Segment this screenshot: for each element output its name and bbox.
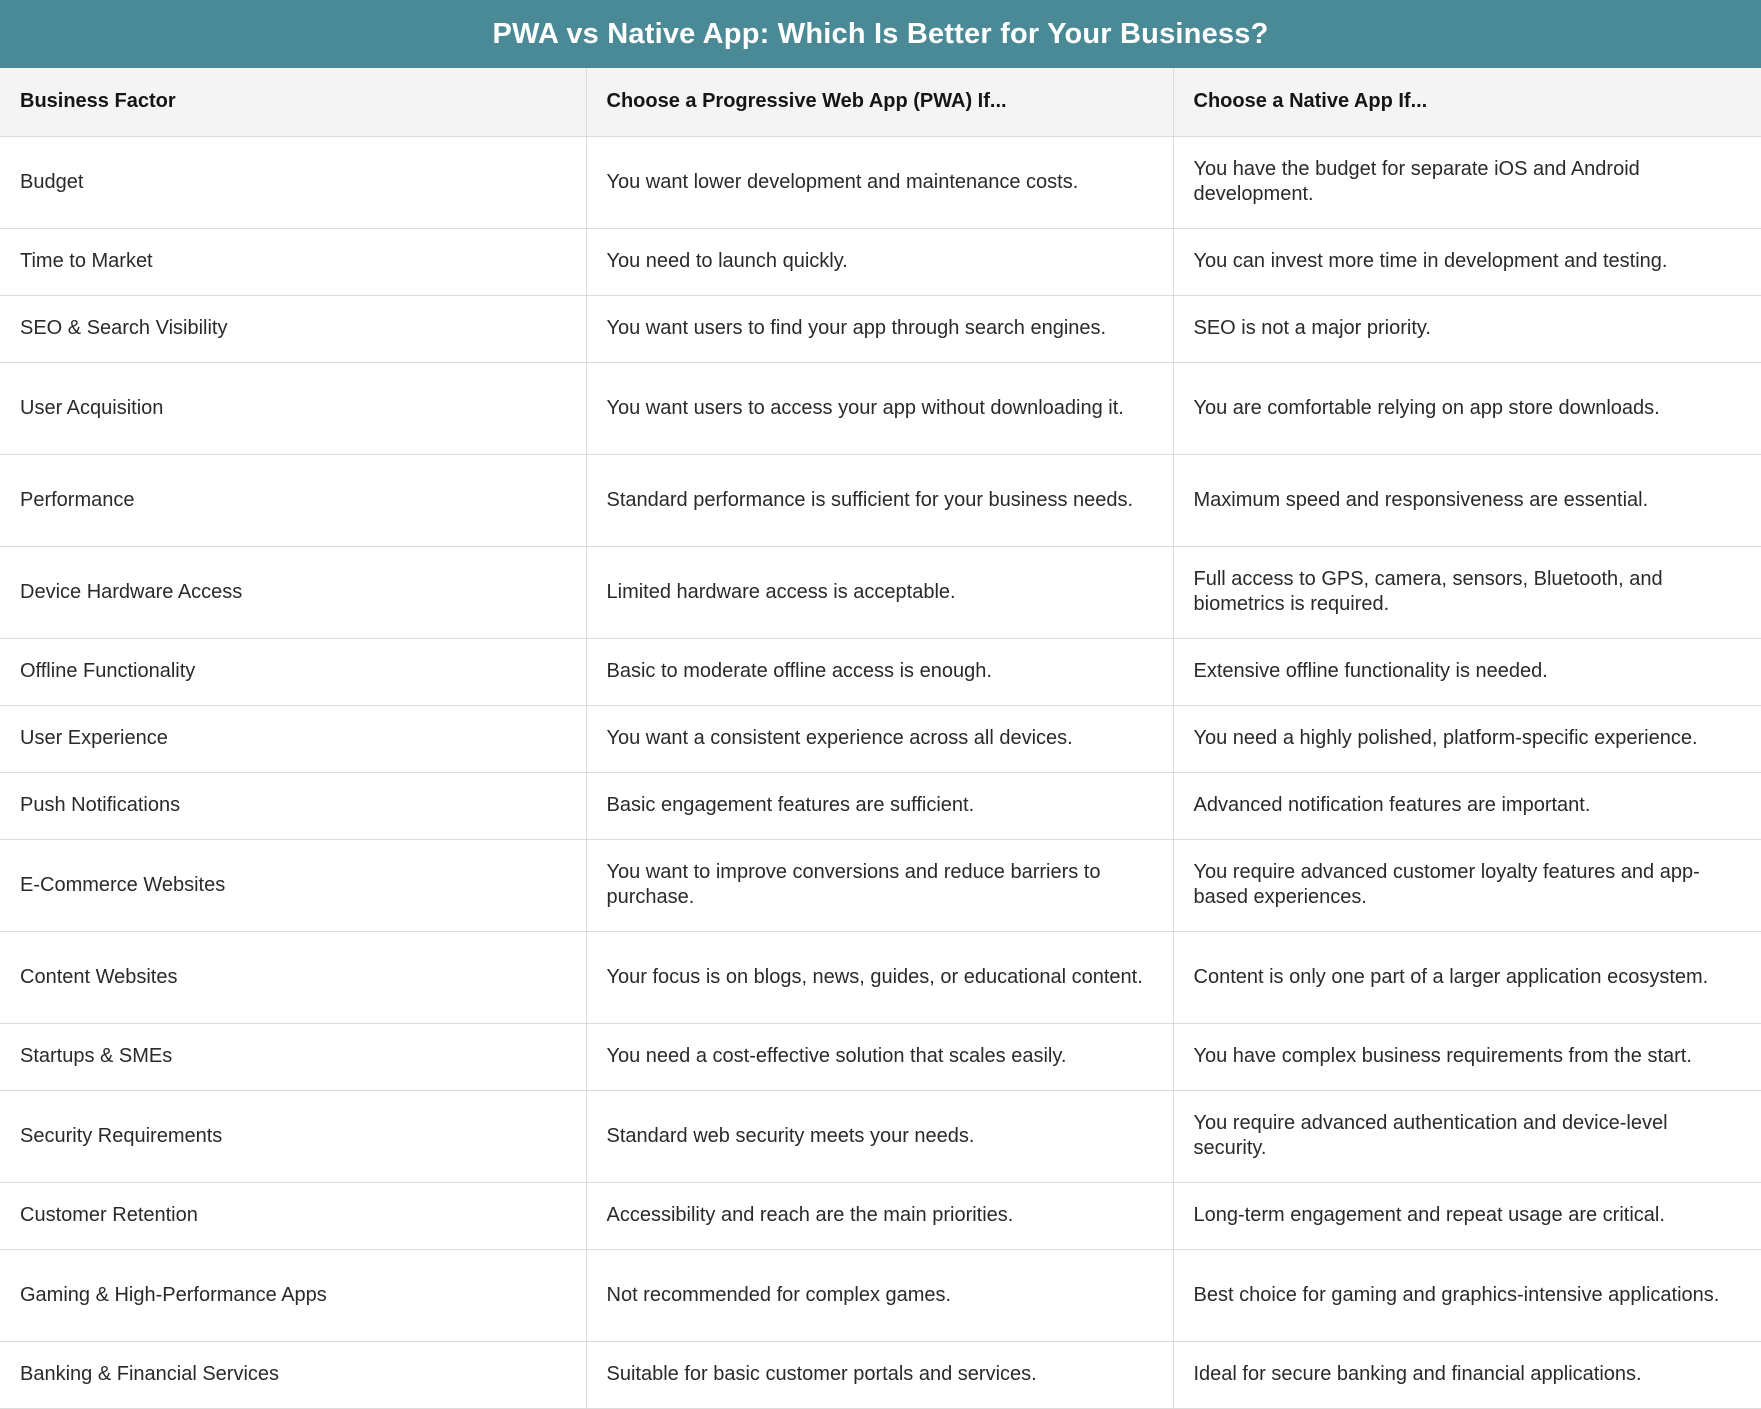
native-cell: Extensive offline functionality is needed. bbox=[1173, 638, 1761, 705]
factor-cell: Gaming & High-Performance Apps bbox=[0, 1249, 586, 1341]
table-row bbox=[0, 295, 1761, 362]
pwa-cell: Basic engagement features are sufficient. bbox=[586, 772, 1173, 839]
pwa-cell: You want lower development and maintenance costs. bbox=[586, 136, 1173, 228]
native-cell: Full access to GPS, camera, sensors, Bluetooth, and biometrics is required. bbox=[1173, 546, 1761, 638]
native-cell: You are comfortable relying on app store downloads. bbox=[1173, 362, 1761, 454]
pwa-cell: Basic to moderate offline access is enough. bbox=[586, 638, 1173, 705]
native-cell: You require advanced customer loyalty features and app-based experiences. bbox=[1173, 839, 1761, 931]
pwa-cell: You want a consistent experience across all devices. bbox=[586, 705, 1173, 772]
table-row bbox=[0, 772, 1761, 839]
factor-cell: Push Notifications bbox=[0, 772, 586, 839]
native-cell: You have complex business requirements from the start. bbox=[1173, 1023, 1761, 1090]
factor-cell: Content Websites bbox=[0, 931, 586, 1023]
factor-cell: Device Hardware Access bbox=[0, 546, 586, 638]
table-row bbox=[0, 1249, 1761, 1341]
native-cell: You can invest more time in development and testing. bbox=[1173, 228, 1761, 295]
table-row bbox=[0, 705, 1761, 772]
factor-cell: Time to Market bbox=[0, 228, 586, 295]
native-cell: You require advanced authentication and device-level security. bbox=[1173, 1090, 1761, 1182]
pwa-cell: Not recommended for complex games. bbox=[586, 1249, 1173, 1341]
factor-cell: User Acquisition bbox=[0, 362, 586, 454]
table-row bbox=[0, 1341, 1761, 1408]
factor-cell: Customer Retention bbox=[0, 1182, 586, 1249]
pwa-cell: Your focus is on blogs, news, guides, or educational content. bbox=[586, 931, 1173, 1023]
factor-cell: Banking & Financial Services bbox=[0, 1341, 586, 1408]
table-row bbox=[0, 546, 1761, 638]
factor-cell: User Experience bbox=[0, 705, 586, 772]
table-row bbox=[0, 638, 1761, 705]
pwa-cell: Suitable for basic customer portals and services. bbox=[586, 1341, 1173, 1408]
pwa-cell: Accessibility and reach are the main priorities. bbox=[586, 1182, 1173, 1249]
table-row bbox=[0, 839, 1761, 931]
table-row bbox=[0, 1023, 1761, 1090]
header-pwa: Choose a Progressive Web App (PWA) If... bbox=[586, 68, 1173, 136]
native-cell: Long-term engagement and repeat usage are critical. bbox=[1173, 1182, 1761, 1249]
native-cell: Content is only one part of a larger application ecosystem. bbox=[1173, 931, 1761, 1023]
table-row bbox=[0, 228, 1761, 295]
native-cell: Advanced notification features are important. bbox=[1173, 772, 1761, 839]
header-row bbox=[0, 68, 1761, 136]
native-cell: SEO is not a major priority. bbox=[1173, 295, 1761, 362]
pwa-cell: You want users to access your app without downloading it. bbox=[586, 362, 1173, 454]
native-cell: Ideal for secure banking and financial applications. bbox=[1173, 1341, 1761, 1408]
pwa-cell: Standard web security meets your needs. bbox=[586, 1090, 1173, 1182]
native-cell: You have the budget for separate iOS and Android development. bbox=[1173, 136, 1761, 228]
factor-cell: E-Commerce Websites bbox=[0, 839, 586, 931]
header-business-factor: Business Factor bbox=[0, 68, 586, 136]
pwa-cell: You want to improve conversions and reduce barriers to purchase. bbox=[586, 839, 1173, 931]
pwa-cell: Limited hardware access is acceptable. bbox=[586, 546, 1173, 638]
native-cell: Best choice for gaming and graphics-intensive applications. bbox=[1173, 1249, 1761, 1341]
table-row bbox=[0, 931, 1761, 1023]
factor-cell: Startups & SMEs bbox=[0, 1023, 586, 1090]
title-banner bbox=[0, 0, 1761, 68]
table-row bbox=[0, 362, 1761, 454]
table-row bbox=[0, 136, 1761, 228]
pwa-cell: Standard performance is sufficient for your business needs. bbox=[586, 454, 1173, 546]
pwa-cell: You want users to find your app through search engines. bbox=[586, 295, 1173, 362]
factor-cell: SEO & Search Visibility bbox=[0, 295, 586, 362]
header-native: Choose a Native App If... bbox=[1173, 68, 1761, 136]
table-row bbox=[0, 1182, 1761, 1249]
table-row bbox=[0, 1090, 1761, 1182]
factor-cell: Security Requirements bbox=[0, 1090, 586, 1182]
native-cell: You need a highly polished, platform-specific experience. bbox=[1173, 705, 1761, 772]
pwa-cell: You need to launch quickly. bbox=[586, 228, 1173, 295]
table-row bbox=[0, 454, 1761, 546]
pwa-cell: You need a cost-effective solution that scales easily. bbox=[586, 1023, 1173, 1090]
factor-cell: Offline Functionality bbox=[0, 638, 586, 705]
comparison-table bbox=[0, 68, 1761, 1409]
page-title: PWA vs Native App: Which Is Better for Your Business? bbox=[492, 17, 1269, 50]
native-cell: Maximum speed and responsiveness are essential. bbox=[1173, 454, 1761, 546]
factor-cell: Performance bbox=[0, 454, 586, 546]
factor-cell: Budget bbox=[0, 136, 586, 228]
